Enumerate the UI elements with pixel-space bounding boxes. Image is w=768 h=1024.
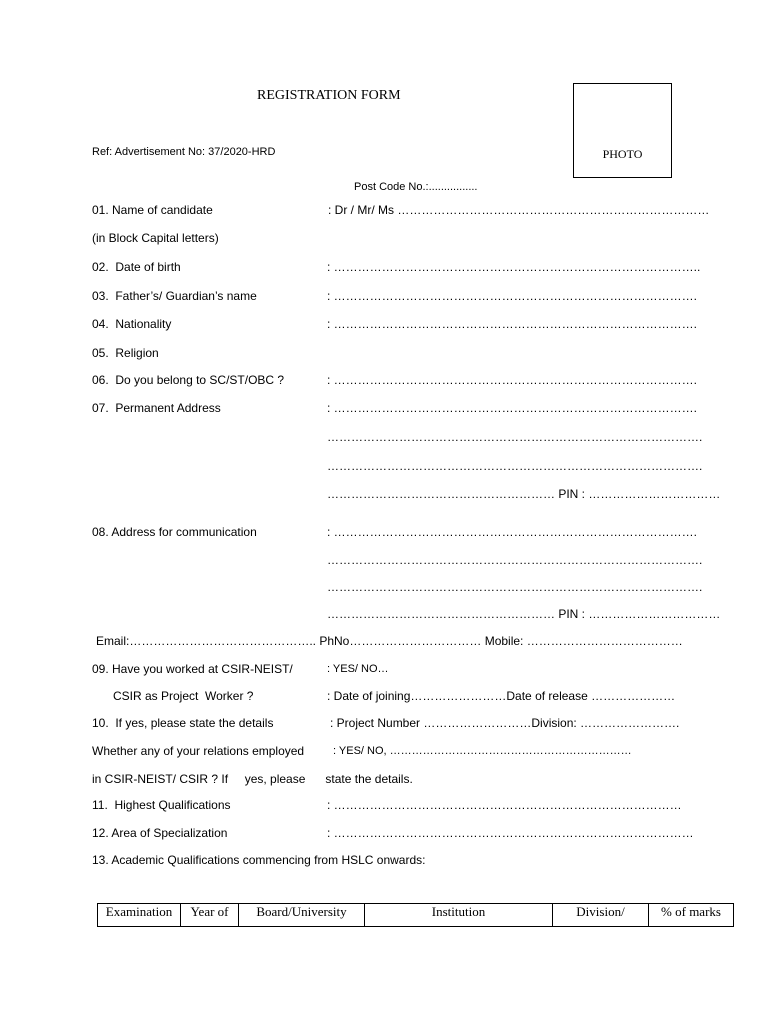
academic-qualifications-table — [97, 903, 734, 927]
header-institution: Institution — [365, 904, 553, 927]
header-percent-marks: % of marks — [649, 904, 734, 927]
communication-address-line-2[interactable]: …………………………………………………………………………………. — [327, 553, 703, 567]
category-label: 06. Do you belong to SC/ST/OBC ? — [92, 373, 285, 387]
communication-address-line-3[interactable]: …………………………………………………………………………………. — [327, 580, 703, 594]
block-capital-note: (in Block Capital letters) — [92, 231, 219, 245]
photo-box[interactable] — [573, 83, 672, 178]
permanent-address-line-2[interactable]: …………………………………………………………………………………. — [327, 430, 703, 444]
category-field[interactable]: : ………………………………………………………………………………. — [327, 373, 698, 387]
permanent-address-pin[interactable]: ………………………………………………… PIN : …………………………… — [327, 487, 721, 501]
nationality-label: 04. Nationality — [92, 317, 172, 331]
name-label: 01. Name of candidate — [92, 203, 213, 217]
father-name-field[interactable]: : ………………………………………………………………………………. — [327, 289, 698, 303]
communication-address-label: 08. Address for communication — [92, 525, 257, 539]
contact-line[interactable]: Email:……………………………………….. PhNo…………………………… Mobile: ………………………………… — [96, 634, 683, 648]
relations-field[interactable]: : YES/ NO, ………………………………………………………… — [333, 745, 632, 757]
dob-field[interactable]: : ……………………………………………………………………………….. — [327, 260, 701, 274]
religion-label: 05. Religion — [92, 346, 159, 360]
csir-worker-label: 09. Have you worked at CSIR-NEIST/ — [92, 662, 293, 676]
photo-label: PHOTO — [602, 147, 643, 161]
permanent-address-line-3[interactable]: …………………………………………………………………………………. — [327, 459, 703, 473]
dob-label: 02. Date of birth — [92, 260, 181, 274]
permanent-address-label: 07. Permanent Address — [92, 401, 221, 415]
specialization-field[interactable]: : ……………………………………………………………………………… — [327, 826, 694, 840]
header-board-university: Board/University — [239, 904, 365, 927]
relations-label: Whether any of your relations employed — [92, 744, 305, 758]
highest-qualification-field[interactable]: : …………………………………………………………………………… — [327, 798, 682, 812]
form-title: REGISTRATION FORM — [257, 88, 401, 103]
table-header-row — [98, 904, 734, 927]
communication-address-pin[interactable]: ………………………………………………… PIN : …………………………… — [327, 607, 721, 621]
post-code[interactable]: Post Code No.:................ — [354, 181, 478, 193]
joining-release-field[interactable]: : Date of joining……………………Date of release ………………… — [327, 689, 676, 703]
name-field[interactable]: : Dr / Mr/ Ms …………………………………………………………………… — [328, 203, 710, 217]
advertisement-ref: Ref: Advertisement No: 37/2020-HRD — [92, 146, 276, 158]
permanent-address-line-1[interactable]: : ………………………………………………………………………………. — [327, 401, 698, 415]
header-year: Year of — [181, 904, 239, 927]
nationality-field[interactable]: : ………………………………………………………………………………. — [327, 317, 698, 331]
communication-address-line-1[interactable]: : ………………………………………………………………………………. — [327, 525, 698, 539]
project-division-field[interactable]: : Project Number ………………………Division: ……………………. — [330, 716, 680, 730]
header-division: Division/ — [553, 904, 649, 927]
father-name-label: 03. Father’s/ Guardian’s name — [92, 289, 257, 303]
highest-qualification-label: 11. Highest Qualifications — [92, 798, 231, 812]
csir-worker-field[interactable]: : YES/ NO… — [327, 663, 389, 675]
header-examination: Examination — [98, 904, 181, 927]
relations-label-continued: in CSIR-NEIST/ CSIR ? If yes, please state the details. — [92, 772, 413, 786]
details-label: 10. If yes, please state the details — [92, 716, 274, 730]
csir-worker-sub-label: CSIR as Project Worker ? — [113, 689, 254, 703]
specialization-label: 12. Area of Specialization — [92, 826, 228, 840]
academic-qualifications-label: 13. Academic Qualifications commencing from HSLC onwards: — [92, 853, 426, 867]
